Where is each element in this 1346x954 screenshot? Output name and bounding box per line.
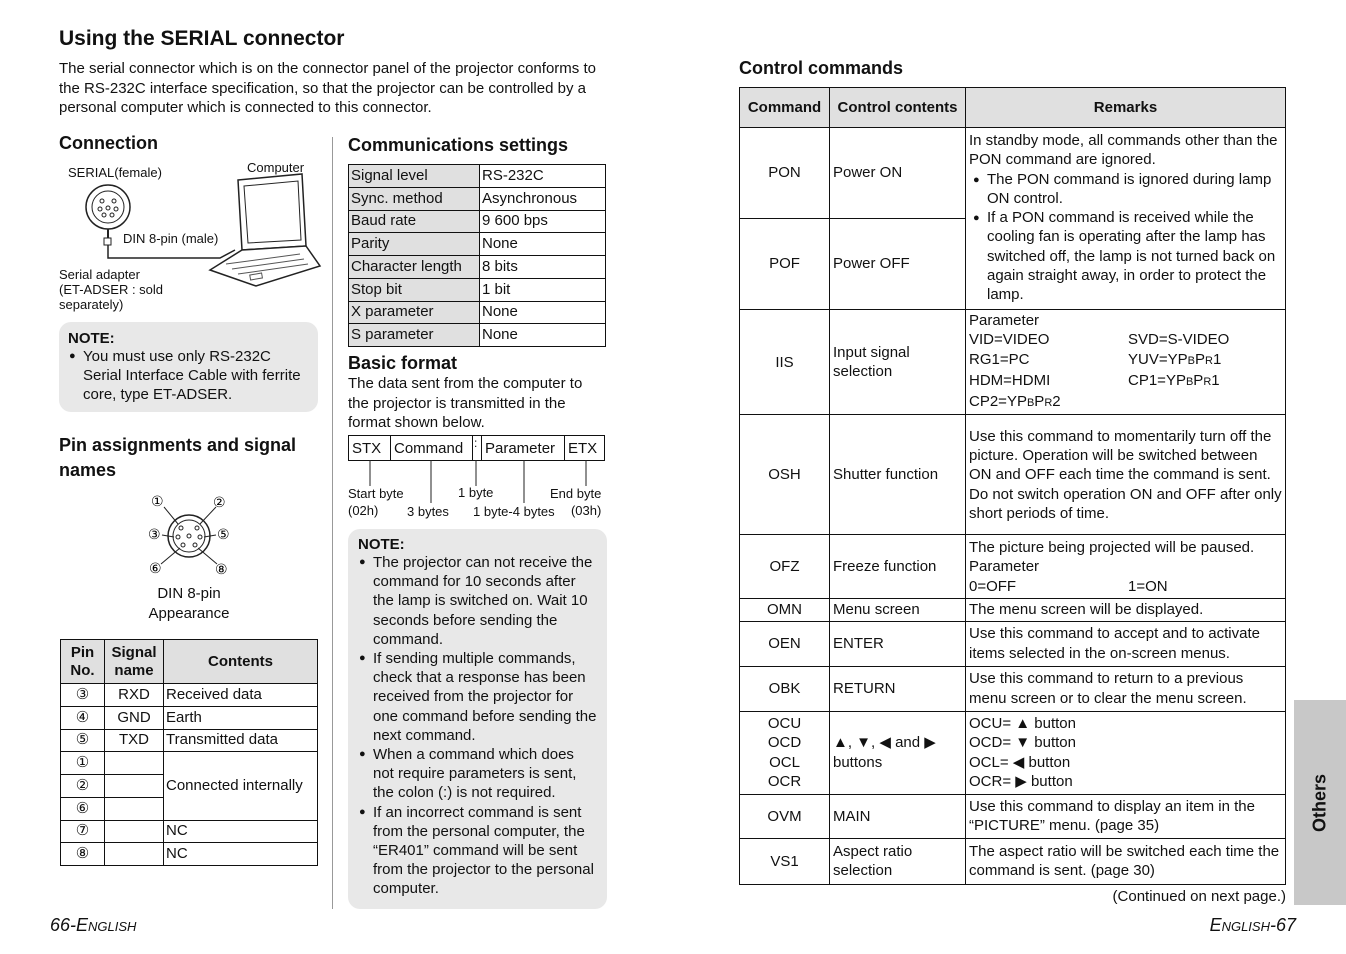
comm-heading: Communications settings bbox=[348, 135, 569, 155]
din-caption: DIN 8-pin Appearance bbox=[148, 585, 230, 622]
table-row: ④ GND Earth bbox=[61, 706, 318, 729]
table-row: Signal level RS-232C bbox=[349, 165, 606, 188]
basic-format-text: The data sent from the computer to the projector is transmitted in the format shown below. bbox=[348, 375, 583, 431]
cable bbox=[108, 245, 235, 258]
basic-format-heading: Basic format bbox=[348, 353, 458, 373]
pin-label-2: ② bbox=[213, 495, 226, 511]
table-row: ⑤ TXD Transmitted data bbox=[61, 729, 318, 752]
connection-diagram bbox=[60, 170, 330, 300]
connection-heading: Connection bbox=[59, 133, 158, 153]
table-row: Character length 8 bits bbox=[349, 256, 606, 279]
computer-label: Computer bbox=[247, 160, 305, 175]
pin-label-8: ⑧ bbox=[215, 562, 228, 577]
table-row: OCU OCD OCL OCR ▲, ▼, ◀ and ▶ buttons OCU= ▲ button OCD= ▼ button OCL= ◀ button OCR= ▶ button bbox=[740, 711, 1286, 794]
table-row: VS1 Aspect ratio selection The aspect ratio will be switched each time the command is sent. (page 30) bbox=[740, 838, 1286, 884]
table-row: X parameter None bbox=[349, 301, 606, 324]
column-divider bbox=[332, 137, 333, 909]
pin-label-6: ⑥ bbox=[149, 561, 162, 577]
table-row: POF Power OFF bbox=[740, 219, 1286, 310]
note-connection: NOTE: ● You must use only RS-232C Serial Interface Cable with ferrite core, type ET-ADSER. bbox=[59, 322, 318, 412]
intro-text: The serial connector which is on the connector panel of the projector conforms to the RS-232C interface specification, so that the projector can be controlled by a personal computer which is connected to this connector. bbox=[59, 60, 596, 116]
one-four-bytes-label: 1 byte-4 bytes bbox=[473, 504, 555, 519]
page-title: Using the SERIAL connector bbox=[59, 27, 345, 50]
table-row: ③ RXD Received data bbox=[61, 684, 318, 707]
table-row: Stop bit 1 bit bbox=[349, 278, 606, 301]
din-label: DIN 8-pin (male) bbox=[123, 231, 219, 246]
end-byte-label: End byte (03h) bbox=[550, 486, 602, 518]
laptop-icon bbox=[210, 174, 320, 286]
serial-female-label: SERIAL(female) bbox=[68, 165, 162, 180]
table-row: OSH Shutter function Use this command to momentarily turn off the picture. Operation will be switched between ON and OFF each time the command is sent. Do not switch operation ON and OFF after only short periods of time. bbox=[740, 415, 1286, 535]
pin-label-1: ① bbox=[151, 494, 164, 510]
pin-table: Pin No. Signal name Contents ③ RXD Received data ④ GND Earth ⑤ TXD Transmitted data ① Connected internally ② ⑥ ⑦ NC ⑧ NC bbox=[60, 639, 318, 866]
table-row: OEN ENTER Use this command to accept and to activate items selected in the on-screen menus. bbox=[740, 621, 1286, 666]
table-row: Sync. method Asynchronous bbox=[349, 187, 606, 210]
note-format: NOTE: ● The projector can not receive the command for 10 seconds after the lamp is switched on. Wait 10 seconds before sending the command. ● If sending multiple commands, check that a response has been received from the projector for one command before sending the next command. ● When a command which does not require parameters is sent, the colon (:) is not required. ● If an incorrect command is sent from the personal computer, the “ER401” command will be sent from the projector to the personal computer. bbox=[348, 529, 607, 909]
footer-left: 66-ENGLISH bbox=[50, 915, 137, 935]
pin-label-3: ③ bbox=[148, 527, 161, 543]
control-heading: Control commands bbox=[739, 58, 904, 78]
footer-right: ENGLISH-67 bbox=[1209, 915, 1296, 935]
continued-note: (Continued on next page.) bbox=[1112, 888, 1286, 905]
adapter-label: Serial adapter (ET-ADSER : sold separately) bbox=[59, 267, 164, 312]
table-row: ⑧ NC bbox=[61, 843, 318, 866]
table-row: OBK RETURN Use this command to return to a previous menu screen or to clear the menu screen. bbox=[740, 666, 1286, 711]
table-row: Parity None bbox=[349, 233, 606, 256]
start-byte-label: Start byte (02h) bbox=[348, 486, 404, 518]
table-row: OFZ Freeze function The picture being projected will be paused. Parameter 0=OFF 1=ON bbox=[740, 535, 1286, 599]
format-table: STX Command : Parameter ETX bbox=[348, 435, 605, 461]
command-table: Command Control contents Remarks PON Power ON In standby mode, all commands other than the PON command are ignored. ● The PON command is ignored during lamp ON control. ● If a PON command is received while the cooling fan is operating after the lamp has switched off, the lamp is not turned back on again straight away, in order to protect the lamp. POF Power OFF IIS Input signal selection Parameter VID=VIDEO SVD=S-VIDEO RG1=PC YUV=YPBPR1 HDM=HDMI CP1=YPBPR1 CP2=YPBPR2 OSH Shutter function Use this command to momentarily turn off the picture. Operation will be switched between ON and OFF each time the command is sent. Do not switch operation ON and OFF after only short periods of time. OFZ Freeze function The picture being projected will be paused. Parameter 0=OFF 1=ON OMN Menu screen The menu screen will be displayed. OEN ENTER Use this command to accept and to activate items selected in the on-screen menus. OBK RETURN Use this command to return to a previous menu screen or to clear the menu screen. OCU OCD OCL OCR ▲, ▼, ◀ and ▶ buttons OCU= ▲ button OCD= ▼ button OCL= ◀ button OCR= ▶ button OVM MAIN Use this command to display an item in the “PICTURE” menu. (page 35) VS1 Aspect ratio selection The aspect ratio will be switched each time the command is sent. (page 30) bbox=[739, 87, 1286, 885]
table-row: OMN Menu screen The menu screen will be displayed. bbox=[740, 599, 1286, 621]
table-row: Baud rate 9 600 bps bbox=[349, 210, 606, 233]
one-byte-label: 1 byte bbox=[458, 485, 494, 500]
table-row: ⑥ bbox=[61, 797, 318, 820]
table-row: PON Power ON In standby mode, all commands other than the PON command are ignored. ● The PON command is ignored during lamp ON control. ● If a PON command is received while the cooling fan is operating after the lamp has switched off, the lamp is not turned back on again straight away, in order to protect the lamp. bbox=[740, 128, 1286, 219]
din-pin-diagram bbox=[145, 492, 235, 577]
pins-heading: Pin assignments and signal names bbox=[59, 435, 297, 480]
three-bytes-label: 3 bytes bbox=[407, 504, 449, 519]
comm-table bbox=[348, 164, 606, 347]
table-row: IIS Input signal selection Parameter VID=VIDEO SVD=S-VIDEO RG1=PC YUV=YPBPR1 HDM=HDMI CP1=YPBPR1 CP2=YPBPR2 bbox=[740, 310, 1286, 415]
table-row: ① Connected internally bbox=[61, 752, 318, 775]
side-tab: Others bbox=[1294, 700, 1346, 905]
table-row: ② bbox=[61, 775, 318, 798]
table-row: ⑦ NC bbox=[61, 820, 318, 843]
table-row: S parameter None bbox=[349, 324, 606, 347]
pin-label-5: ⑤ bbox=[217, 527, 230, 543]
table-row: OVM MAIN Use this command to display an item in the “PICTURE” menu. (page 35) bbox=[740, 794, 1286, 838]
